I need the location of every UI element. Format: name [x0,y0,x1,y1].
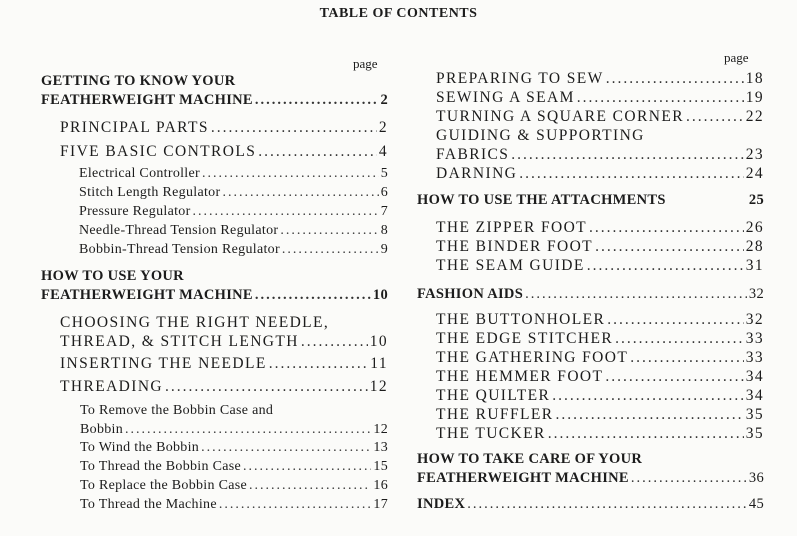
toc-label: THE BINDER FOOT [436,238,594,255]
toc-entry-remove-bobbin-line1: To Remove the Bobbin Case and [80,403,274,418]
toc-section-how-to-use-line1: HOW TO USE YOUR [41,268,184,284]
toc-page-number: 18 [745,70,764,87]
toc-page-number: 25 [748,192,764,208]
toc-label: THREADING [60,378,164,395]
toc-entry-fashion-aid[interactable] [436,311,764,329]
leader-dots [630,349,743,367]
toc-entry-darning[interactable] [436,165,764,183]
toc-page-number: 17 [373,497,388,512]
toc-entry-sewing-seam[interactable] [436,89,764,107]
toc-page-number: 2 [378,119,388,136]
toc-entry-threading-step[interactable] [80,478,388,494]
toc-page-number: 33 [745,330,764,347]
toc-entry-control[interactable] [79,166,388,182]
leader-dots [555,406,743,424]
toc-page-number: 10 [372,287,388,303]
toc-label: THE TUCKER [436,425,546,442]
leader-dots [258,143,377,161]
toc-page-number: 11 [370,355,388,372]
toc-page-number: 26 [745,219,764,236]
toc-entry-five-basic-controls[interactable] [60,143,388,161]
leader-dots [211,119,377,137]
leader-dots [525,286,747,303]
leader-dots [269,355,369,373]
toc-page-number: 36 [748,470,764,486]
leader-dots [202,166,379,182]
toc-label: FEATHERWEIGHT MACHINE [41,92,253,108]
leader-dots [552,387,743,405]
leader-dots [282,242,379,258]
leader-dots [631,470,747,487]
toc-entry-fashion-aid[interactable] [436,387,764,405]
toc-label: SEWING A SEAM [436,89,575,106]
toc-page-number: 23 [745,146,764,163]
leader-dots [193,204,379,220]
toc-entry-choosing[interactable] [60,333,388,351]
toc-label: THE SEAM GUIDE [436,257,585,274]
toc-page-number: 19 [745,89,764,106]
toc-page-number: 8 [380,223,388,238]
toc-label: Bobbin-Thread Tension Regulator [79,242,280,257]
leader-dots [519,165,743,183]
toc-entry-guiding-line1: GUIDING & SUPPORTING [436,127,645,144]
toc-page-number: 34 [745,368,764,385]
toc-label: FEATHERWEIGHT MACHINE [417,470,629,486]
toc-section-fashion-aids[interactable] [417,286,764,303]
leader-dots [243,459,371,475]
toc-label: To Replace the Bobbin Case [80,478,248,493]
toc-entry-control[interactable] [79,242,388,258]
leader-dots [255,287,371,304]
leader-dots [595,238,744,256]
toc-label: THE EDGE STITCHER [436,330,614,347]
leader-dots [222,185,378,201]
leader-dots [255,92,379,109]
toc-label: To Thread the Bobbin Case [80,459,242,474]
toc-label: To Wind the Bobbin [80,440,200,455]
leader-dots [280,223,378,239]
toc-page-number: 34 [745,387,764,404]
toc-label: THE GATHERING FOOT [436,349,629,366]
toc-label: THE BUTTONHOLER [436,311,606,328]
toc-label: Electrical Controller [79,166,200,181]
toc-label: THREAD, & STITCH LENGTH [60,333,299,350]
toc-label: Bobbin [80,422,124,437]
toc-label: Needle-Thread Tension Regulator [79,223,279,238]
toc-label: FASHION AIDS [417,286,524,302]
toc-label: To Thread the Machine [80,497,217,512]
leader-dots [219,497,372,513]
toc-label: PRINCIPAL PARTS [60,119,209,136]
page-column-label-left: page [353,56,378,71]
toc-section-getting-to-know-line1: GETTING TO KNOW YOUR [41,73,236,89]
toc-entry-control[interactable] [79,223,388,239]
toc-section-index[interactable] [417,496,764,513]
toc-entry-fashion-aid[interactable] [436,330,764,348]
toc-page-number: 10 [369,333,388,350]
toc-label: THE ZIPPER FOOT [436,219,588,236]
toc-entry-remove-bobbin[interactable] [80,422,388,438]
toc-entry-threading[interactable] [60,378,388,396]
leader-dots [301,333,368,351]
toc-entry-attachment[interactable] [436,257,764,275]
toc-label: FIVE BASIC CONTROLS [60,143,257,160]
leader-dots [125,422,371,438]
toc-label: THE HEMMER FOOT [436,368,604,385]
toc-entry-threading-step[interactable] [80,497,388,513]
leader-dots [201,440,371,456]
leader-dots [615,330,744,348]
toc-page-number: 5 [380,166,388,181]
toc-page-number: 2 [380,92,388,108]
toc-page-number: 7 [380,204,388,219]
toc-label: FABRICS [436,146,510,163]
leader-dots [686,108,744,126]
toc-label: INSERTING THE NEEDLE [60,355,267,372]
toc-section-care[interactable] [417,470,764,487]
toc-page-number: 32 [748,286,764,302]
toc-entry-fashion-aid[interactable] [436,349,764,367]
toc-label: PREPARING TO SEW [436,70,604,87]
toc-label: TURNING A SQUARE CORNER [436,108,684,125]
toc-page-number: 16 [373,478,388,493]
leader-dots [511,146,743,164]
leader-dots [165,378,368,396]
toc-entry-turning-corner[interactable] [436,108,764,126]
toc-section-getting-to-know[interactable] [41,92,388,109]
toc-page-number: 9 [380,242,388,257]
leader-dots [589,219,744,237]
toc-label: Stitch Length Regulator [79,185,221,200]
page-title: TABLE OF CONTENTS [319,6,478,21]
toc-label: INDEX [417,496,466,512]
leader-dots [249,478,371,494]
toc-entry-principal-parts[interactable] [60,119,388,137]
toc-section-care-line1: HOW TO TAKE CARE OF YOUR [417,451,643,467]
toc-entry-control[interactable] [79,185,388,201]
toc-entry-guiding[interactable] [436,146,764,164]
toc-page-number: 33 [745,349,764,366]
leader-dots [605,368,743,386]
toc-entry-threading-step[interactable] [80,459,388,475]
leader-dots [577,89,744,107]
toc-page-number: 12 [369,378,388,395]
toc-page-number: 35 [745,425,764,442]
toc-page-number: 6 [380,185,388,200]
toc-page-number: 31 [745,257,764,274]
toc-entry-fashion-aid[interactable] [436,425,764,443]
toc-page-number: 12 [373,422,388,437]
toc-section-how-to-use[interactable] [41,287,388,304]
toc-label: FEATHERWEIGHT MACHINE [41,287,253,303]
toc-entry-threading-step[interactable] [80,440,388,456]
toc-page-number: 15 [373,459,388,474]
toc-entry-preparing[interactable] [436,70,764,88]
toc-page-number: 22 [745,108,764,125]
toc-entry-inserting-needle[interactable] [60,355,388,373]
leader-dots [606,70,744,88]
toc-page-number: 28 [745,238,764,255]
toc-entry-fashion-aid[interactable] [436,406,764,424]
leader-dots [548,425,744,443]
toc-entry-control[interactable] [79,204,388,220]
leader-dots [467,496,747,513]
toc-entry-attachment[interactable] [436,238,764,256]
toc-section-attachments[interactable] [417,192,764,209]
page-column-label-right: page [724,50,749,65]
toc-page-number: 32 [745,311,764,328]
toc-label: THE RUFFLER [436,406,554,423]
leader-dots [587,257,744,275]
toc-page-number: 4 [378,143,388,160]
toc-page-number: 45 [748,496,764,512]
toc-entry-fashion-aid[interactable] [436,368,764,386]
toc-page-number: 13 [373,440,388,455]
toc-label: THE QUILTER [436,387,551,404]
toc-label: HOW TO USE THE ATTACHMENTS [417,192,666,208]
toc-label: Pressure Regulator [79,204,191,219]
toc-label: DARNING [436,165,518,182]
toc-entry-choosing-line1: CHOOSING THE RIGHT NEEDLE, [60,314,330,331]
toc-page-number: 35 [745,406,764,423]
toc-entry-attachment[interactable] [436,219,764,237]
toc-page-number: 24 [745,165,764,182]
leader-dots [607,311,743,329]
